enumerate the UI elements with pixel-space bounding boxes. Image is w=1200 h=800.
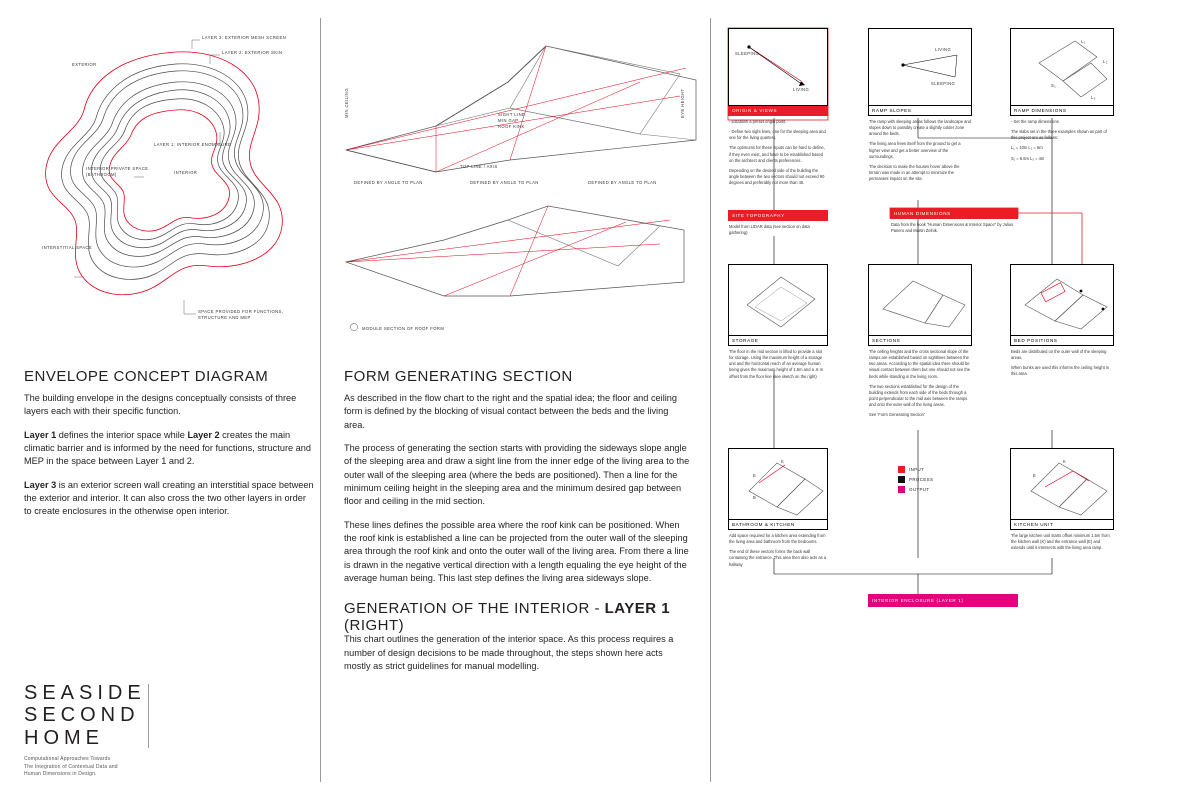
label-K-2: K [1063,459,1067,464]
bed-note-1: Beds are distributed on the outer wall of the sleeping areas. [1011,349,1107,361]
label-layer2: LAYER 2: EXTERIOR SKIN [222,50,283,55]
label-layer3: LAYER 3: EXTERIOR MESH SCREEN [202,35,287,40]
logo-subtitle-2: The Integration of Contextual Data and [24,763,118,770]
origin-note-4: Depending on the desired side of the building the angle between the two vectors should not exceed 90 degrees and preferably not more than 45. [729,167,825,186]
node-bed-positions-notes [1010,346,1114,378]
legend-row-input [898,466,933,473]
section-drawing-lower [346,206,684,331]
site-topo-note-1: Model from LIDAR data (see section on data gathering) [729,224,810,236]
logo-line-1: SEASIDE [24,682,146,704]
ramp-slopes-note-1: The ramp with sleeping areas follows the landscape and slopes down to possibly create a slightly colder zone around the beds. [869,119,971,137]
envelope-concept-diagram [24,22,310,352]
label-note-3: DEFINED BY ANGLE TO PLAN [588,180,657,185]
column2-paragraph-3: These lines defines the possible area where the roof kink can be positioned. When the roof kink is established a line can be projected from the outer wall of the sleeping area through the roof kink and onto the outer wall of the living area. From there a line is drawn in the negative vertical direction with a length equaling the eye height of the average human being. This last step defines the living area sideways slope. [344,519,689,584]
column2-paragraph-1: As described in the flow chart to the right and the spatial idea; the floor and ceiling form is defined by the blocking of visual contact between the beds and the living area. [344,393,677,430]
node-kitchen-unit-graphic [1010,448,1114,520]
legend-row-process [898,476,933,483]
legend-swatch-input [898,466,905,473]
project-logo [24,682,284,779]
label-L1: L₁ [1081,39,1086,44]
ramp-dim-note-1: - Set the ramp dimensions [1011,119,1059,124]
label-sightline: SIGHT LINE [498,112,526,117]
column2-paragraph-2: The process of generating the section starts with providing the sideways slope angle of the sleeping area and draw a sight line from the inner edge of the living area to the outer wall of the sleeping area (where the beds are positioned). Then a line for the minimum ceiling height in the sleeping area and the minimum desired gap between floor and ceiling in the mid section. [344,443,690,507]
column1-title: ENVELOPE CONCEPT DIAGRAM [24,368,269,385]
logo-divider [148,684,149,748]
legend-row-output [898,486,933,493]
node-ramp-slopes-graphic [868,28,972,106]
label-top-line: TOP LINE / AXIS [460,164,498,169]
column1-paragraph-3-rest: is an exterior screen wall creating an interstitial space between the exterior and interior. It can also cross the two other layers in order to create enclosures in the otherwise open interior. [24,479,314,517]
node-human-dimensions-caption: HUMAN DIMENSIONS [890,208,1018,219]
logo-subtitle-3: Human Dimensions in Design. [24,771,97,778]
node-storage[interactable] [728,264,828,384]
column2-paragraph-4: This chart outlines the generation of the interior space. As this process requires a number of design decisions to be made throughout, the steps shown here acts mostly as strict guidelines for manual modelling. [344,634,674,671]
label-S1: S₁ [1051,83,1057,88]
kitchen-note-1: The large kitchen unit starts offset minimum 1.5m from the kitchen wall (K) and the entrance wall (E) and extends until it intersects with the living area ramp. [1011,533,1110,551]
legend-swatch-process [898,476,905,483]
storage-note-1: The floor in the mid section is lifted to provide a slot for storage. Using the maximum height of a storage unit and the horizontal reach of an average human being gives the maximum height of 1.5m and a .6 m offset from the floor line (see sketch on the right) [729,349,823,379]
label-L2: L₂ [1103,59,1108,64]
node-origin-views-notes [728,116,828,186]
node-bathroom-kitchen[interactable] [728,448,828,572]
node-storage-graphic [728,264,828,336]
node-origin-views-graphic [728,28,828,106]
origin-note-2: - Define two sight lines, one for the sleeping area and one for the living quarters. [729,129,826,141]
label-functions: SPACE PROVIDED FOR FUNCTIONS, [198,309,284,314]
node-origin-views[interactable] [728,28,828,190]
label-eye-height: EYE HEIGHT [680,88,685,118]
label-E-2: E [1033,473,1037,478]
legend-swatch-output [898,486,905,493]
node-human-dimensions-notes [890,219,1018,234]
sections-note-1: The ceiling heights and the cross sectional slope of the ramps are established based on sightlines between the two areas. According to the spatial idea there should be visual contact between them but one should not see the beds while standing in the living room. [869,349,971,379]
term-layer-3: Layer 3 [24,479,57,490]
node-bed-positions-caption: BED POSITIONS [1010,336,1114,346]
node-storage-caption: STORAGE [728,336,828,346]
column-divider-1 [320,18,321,782]
node-bathroom-kitchen-graphic [728,448,828,520]
label-K: K [781,459,785,464]
column-divider-2 [710,18,711,782]
node-ramp-dimensions-graphic [1010,28,1114,106]
column2-title-2-bold: LAYER 1 [604,600,671,617]
label-L3: L₃ [1091,95,1096,100]
node-ramp-dimensions-caption: RAMP DIMENSIONS [1010,106,1114,116]
label-private-space: INTERIOR PRIVATE SPACE [86,166,149,171]
node-kitchen-unit-caption: KITCHEN UNIT [1010,520,1114,530]
node-bed-positions[interactable] [1010,264,1114,382]
node-bathroom-kitchen-notes [728,530,828,568]
column2-title-2-prefix: GENERATION OF THE INTERIOR - [344,600,605,617]
section-caption: MODULE SECTION OF ROOF FORM [362,326,445,331]
node-site-topography[interactable] [728,210,828,240]
label-sleeping: SLEEPING [735,51,760,56]
logo-subtitle [24,756,284,779]
node-kitchen-unit-notes [1010,530,1114,551]
interior-generation-flowchart [722,18,1180,628]
label-B: B [753,495,757,500]
node-sections[interactable] [868,264,972,422]
node-interior-enclosure-caption: INTERIOR ENCLOSURE (LAYER 1) [868,594,1018,607]
node-sections-notes [868,346,972,418]
label-functions-2: STRUCTURE AND MEP [198,315,251,320]
logo-line-2: SECOND [24,704,140,727]
origin-note-3: The optimums for these inputs can be hard to define, if they even exist, and have to be established based on the architect and clients preferences. [729,145,825,163]
label-sleeping-2: SLEEPING [931,81,956,86]
node-site-topography-notes [728,221,828,236]
column1-paragraph-3 [24,479,316,519]
ramp-slopes-note-3: The decision to make the houses hover above the terrain was made in an attempt to minimize the permanent impact on the site. [869,163,960,182]
node-ramp-slopes[interactable] [868,28,972,186]
node-sections-caption: SECTIONS [868,336,972,346]
ramp-dim-note-2: The slabs set in the three examples shown as part of this project are as follows: [1011,129,1107,141]
sections-note-3: See 'Form Generating Section' [869,412,925,418]
label-roof-kink: ROOF KINK [498,124,525,129]
section-drawing-upper [344,46,696,185]
column2-body [344,392,690,595]
column1-body [24,392,316,529]
node-interior-enclosure[interactable] [868,594,1018,607]
node-bed-positions-graphic [1010,264,1114,336]
sections-note-2: The two sections established for the design of the building extends from each side of the beds through a point perpendicular to the mid axis between the ramps and onto the outer wall of the living areas. [869,383,968,408]
label-layer1: LAYER 1: INTERIOR ENCLOSURE [154,142,232,147]
legend-label-input: INPUT [909,467,925,472]
node-human-dimensions[interactable] [890,208,1018,238]
bk-note-2: The end of these vectors forms the back wall containing the entrance. This area then also acts as a hallway [729,549,827,567]
column1-paragraph-2 [24,429,316,469]
logo-subtitle-1: Computational Approaches Towards [24,756,111,763]
term-layer-2: Layer 2 [187,429,220,440]
column2-body-2 [344,624,690,682]
node-origin-views-caption: ORIGIN & VIEWS [728,106,828,116]
node-ramp-slopes-notes [868,116,972,182]
label-note-2: DEFINED BY ANGLE TO PLAN [470,180,539,185]
bk-note-1: Add space required for a kitchen area extending from the living area and bathroom from the bedrooms. [729,533,826,545]
node-ramp-slopes-caption: RAMP SLOPES [868,106,972,116]
label-E: E [753,473,757,478]
ramp-dim-note-4: S₁ = 8.6m L₃ = 4m [1011,155,1045,161]
label-note-1: DEFINED BY ANGLE TO PLAN [354,180,423,185]
label-private-space-2: (BATHROOM) [86,172,117,177]
form-generating-section-diagram [340,22,692,357]
flowchart-legend [898,466,933,496]
node-ramp-dimensions[interactable] [1010,28,1114,166]
label-min-ceiling: MIN CEILING [344,88,349,118]
bed-note-2: When bunks are used this informs the ceiling height in this area. [1011,365,1110,377]
node-site-topography-caption: SITE TOPOGRAPHY [728,210,828,221]
label-living: LIVING [793,87,810,92]
label-living-2: LIVING [935,47,952,52]
ramp-slopes-note-2: The living area frees itself from the ground to get a higher view and get a better overview of the surroundings. [869,141,961,159]
label-interior: INTERIOR [174,170,198,175]
column1-paragraph-1: The building envelope in the designs conceptually consists of three layers each with their specific function. [24,393,297,417]
logo-line-3: HOME [24,726,104,749]
column2-title-2-suffix: (RIGHT) [344,617,405,634]
human-dim-note-1: Data from the book "Human Dimensions & Interior Space" by Julius Panero and Martin Zelnik. [891,222,1014,234]
label-min-gap: MIN GAP [498,118,519,123]
term-layer-1: Layer 1 [24,429,57,440]
label-exterior: EXTERIOR [72,62,97,67]
label-interstitial: INTERSTITIAL SPACE [42,245,93,250]
column2-title: FORM GENERATING SECTION [344,368,573,385]
column1-paragraph-2-rest: defines the interior space while [56,429,188,440]
node-storage-notes [728,346,828,380]
origin-note-1: - Establish a preset origin point. [729,119,787,124]
node-kitchen-unit[interactable] [1010,448,1114,555]
legend-label-output: OUTPUT [909,487,930,492]
node-bathroom-kitchen-caption: BATHROOM & KITCHEN [728,520,828,530]
ramp-dim-note-3: L₁ = 10m L₂ = 6m [1011,145,1043,151]
legend-label-process: PROCESS [909,477,934,482]
column1-paragraph-2-rest2: creates the main climatic barrier and is informed by the need for functions, structure and MEP in the space between Layer 1 and 2. [24,429,311,467]
node-ramp-dimensions-notes [1010,116,1114,162]
node-sections-graphic [868,264,972,336]
